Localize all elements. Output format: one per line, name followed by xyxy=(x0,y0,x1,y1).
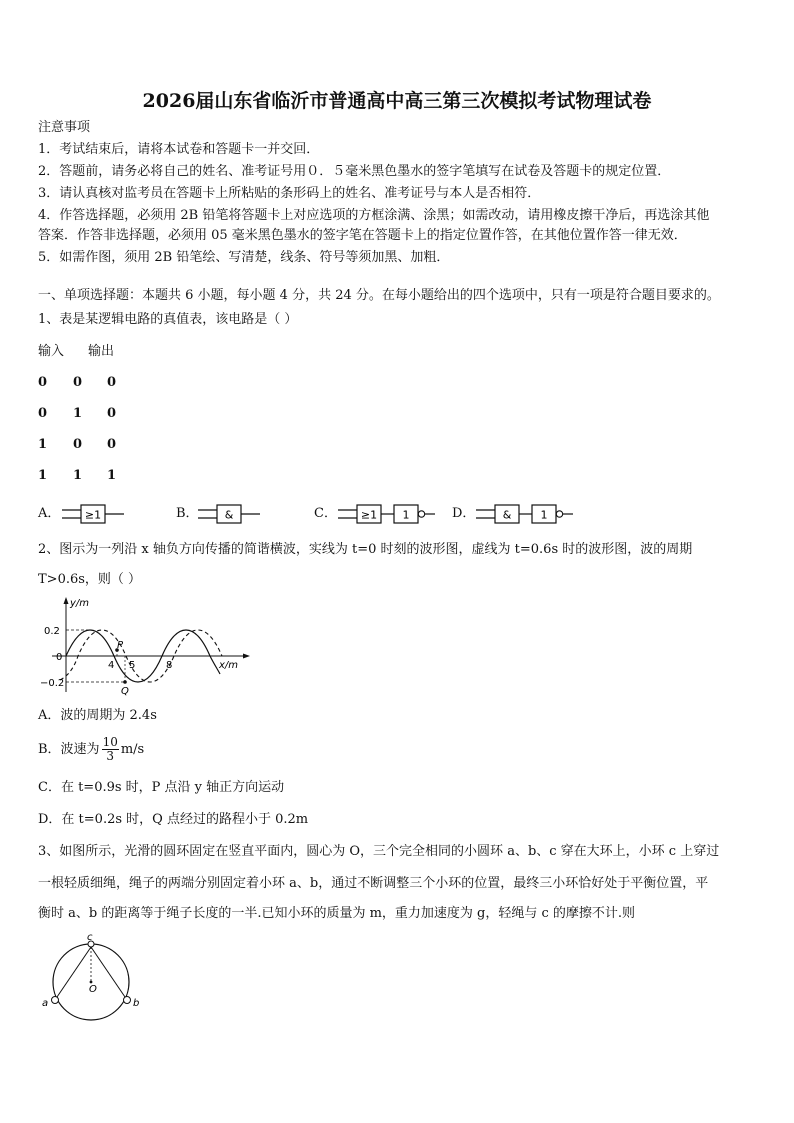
page-title: 2026届山东省临沂市普通高中高三第三次模拟考试物理试卷 xyxy=(142,90,652,112)
truth-cell: 0 xyxy=(107,375,117,390)
q2-option-d: D．在 t=0.2s 时，Q 点经过的路程小于 0.2m xyxy=(38,812,309,827)
nand-gate-diagram xyxy=(476,503,576,525)
q1-header-input: 输入 xyxy=(38,344,65,359)
truth-cell: 1 xyxy=(38,468,48,483)
q1-option-b-letter: B． xyxy=(176,506,199,521)
x-tick-label: 4 xyxy=(108,660,115,671)
notice-heading: 注意事项 xyxy=(38,120,91,135)
q1-option-a-letter: A． xyxy=(38,506,61,521)
gate-symbol: ≥1 xyxy=(84,508,102,522)
notice-item-2: 2．答题前，请务必将自己的姓名、准考证号用０．５毫米黑色墨水的签字笔填写在试卷及答题卡的规定位置． xyxy=(38,164,671,179)
notice-item-5: 5．如需作图，须用 2B 铅笔绘、写清楚，线条、符号等须加黑、加粗． xyxy=(38,250,450,265)
q2-option-b-suffix: m/s xyxy=(120,742,145,757)
notice-item-1: 1．考试结束后，请将本试卷和答题卡一并交回． xyxy=(38,142,320,157)
y-tick-label: 0.2 xyxy=(44,626,60,637)
nor-gate-diagram xyxy=(338,503,438,525)
and-gate-diagram xyxy=(198,503,262,525)
x-axis-label: x/m xyxy=(219,660,239,671)
truth-cell: 0 xyxy=(107,406,117,421)
section-heading: 一、单项选择题：本题共 6 小题，每小题 4 分，共 24 分。在每小题给出的四个选项中，只有一项是符合题目要求的。 xyxy=(38,288,720,303)
truth-cell: 1 xyxy=(73,468,83,483)
truth-cell: 1 xyxy=(38,437,48,452)
q1-stem: 1、表是某逻辑电路的真值表，该电路是（ ） xyxy=(38,312,298,327)
q3-line2: 一根轻质细绳，绳子的两端分别固定着小环 a、b，通过不断调整三个小环的位置，最终三小环恰好处于平衡位置，平 xyxy=(38,876,709,891)
label-o: O xyxy=(89,984,97,995)
q3-line3: 衡时 a、b 的距离等于绳子长度的一半.已知小环的质量为 m，重力加速度为 g，轻绳与 c 的摩擦不计.则 xyxy=(38,906,636,921)
notice-item-3: 3．请认真核对监考员在答题卡上所粘贴的条形码上的姓名、准考证号与本人是否相符． xyxy=(38,186,541,201)
y-axis-label: y/m xyxy=(70,598,90,609)
q2-option-c: C．在 t=0.9s 时，P 点沿 y 轴正方向运动 xyxy=(38,780,285,795)
q2-option-b-prefix: B．波速为 xyxy=(38,742,100,757)
point-p-label: P xyxy=(117,640,124,651)
q2-option-a: A．波的周期为 2.4s xyxy=(38,708,157,723)
q2-option-b xyxy=(38,736,144,763)
y-tick-label: 0 xyxy=(56,652,63,663)
q2-stem-line2: T>0.6s，则（ ） xyxy=(38,572,142,587)
gate-symbol: 1 xyxy=(540,508,548,522)
point-q-label: Q xyxy=(121,686,129,696)
gate-symbol: 1 xyxy=(402,508,410,522)
fraction-denominator: 3 xyxy=(106,749,115,763)
label-b: b xyxy=(133,998,140,1009)
truth-cell: 0 xyxy=(73,437,83,452)
wave-graph xyxy=(34,594,254,696)
or-gate-diagram xyxy=(62,503,126,525)
q3-line1: 3、如图所示，光滑的圆环固定在竖直平面内，圆心为 O，三个完全相同的小圆环 a、b、c 穿在大环上，小环 c 上穿过 xyxy=(38,844,720,859)
ring-a xyxy=(52,997,59,1004)
truth-cell: 0 xyxy=(38,406,48,421)
ring-diagram xyxy=(36,930,146,1030)
truth-cell: 0 xyxy=(38,375,48,390)
notice-item-4: 4．作答选择题，必须用 2B 铅笔将答题卡上对应选项的方框涂满、涂黑；如需改动，请用橡皮擦干净后，再选涂其他 xyxy=(38,208,710,223)
gate-symbol: ≥1 xyxy=(360,508,378,522)
truth-cell: 1 xyxy=(107,468,117,483)
q1-option-d-letter: D． xyxy=(452,506,476,521)
y-tick-label: −0.2 xyxy=(40,678,65,689)
q2-stem-line1: 2、图示为一列沿 x 轴负方向传播的简谐横波，实线为 t=0 时刻的波形图，虚线为 t=0.6s 时的波形图，波的周期 xyxy=(38,542,693,557)
gate-symbol: & xyxy=(224,508,234,522)
ring-b xyxy=(124,997,131,1004)
truth-cell: 1 xyxy=(73,406,83,421)
label-c: c xyxy=(87,932,93,943)
q1-header-output: 输出 xyxy=(88,344,115,359)
truth-cell: 0 xyxy=(73,375,83,390)
gate-symbol: & xyxy=(502,508,512,522)
fraction xyxy=(102,736,119,763)
x-tick-label: 5 xyxy=(129,660,136,671)
label-a: a xyxy=(42,998,49,1009)
fraction-numerator: 10 xyxy=(102,735,118,749)
truth-cell: 0 xyxy=(107,437,117,452)
x-tick-label: 8 xyxy=(166,660,173,671)
q1-option-c-letter: C． xyxy=(314,506,337,521)
notice-item-4-cont: 答案．作答非选择题，必须用 05 毫米黑色墨水的签字笔在答题卡上的指定位置作答，在其他位置作答一律无效． xyxy=(38,228,687,243)
